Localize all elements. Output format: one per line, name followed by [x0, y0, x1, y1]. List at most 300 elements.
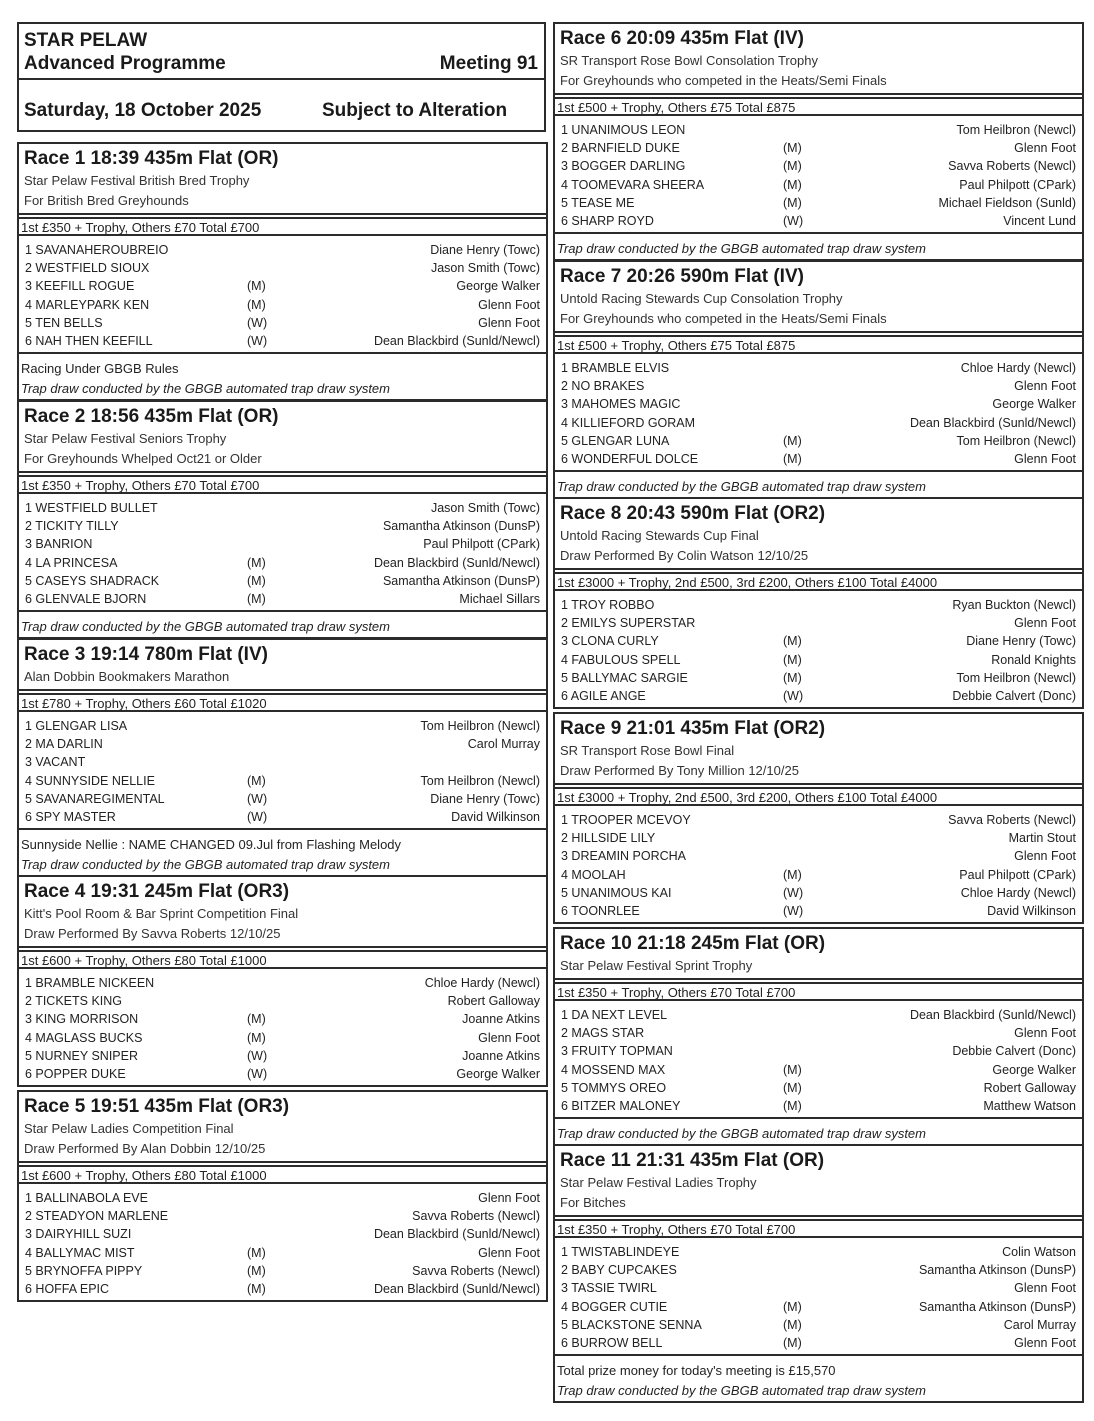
runner-row [561, 1316, 1076, 1334]
trainer-name: Samantha Atkinson (DunsP) [918, 1263, 1076, 1278]
race-subtitle: For British Bred Greyhounds [24, 193, 189, 208]
greyhound-name: 1 TWISTABLINDEYE [561, 1245, 680, 1259]
seeding: (W) [247, 810, 268, 825]
seeding [783, 829, 843, 847]
greyhound-name: 5 BLACKSTONE SENNA [561, 1317, 702, 1332]
trainer-name: Martin Stout [1008, 831, 1076, 846]
greyhound-name: 6 HOFFA EPIC [25, 1282, 110, 1297]
race-subtitle: Star Pelaw Festival British Bred Trophy [24, 173, 250, 188]
seeding [783, 414, 843, 432]
race-card [553, 712, 1084, 924]
prize-money: 1st £350 + Trophy, Others £70 Total £700 [553, 982, 1084, 1001]
trainer-name: Glenn Foot [1014, 452, 1076, 467]
trap-draw-note: Trap draw conducted by the GBGB automated trap draw system [557, 1383, 926, 1399]
greyhound-name: 6 WONDERFUL DOLCE [561, 452, 699, 467]
race-title-block [17, 142, 548, 215]
runner-row [561, 212, 1076, 230]
greyhound-name: 4 MAGLASS BUCKS [25, 1030, 143, 1045]
runner-row [25, 332, 540, 350]
greyhound-name: 1 TROOPER MCEVOY [561, 813, 691, 827]
greyhound-name: 3 FRUITY TOPMAN [561, 1044, 673, 1059]
race-card [553, 927, 1084, 1146]
prize-money: 1st £500 + Trophy, Others £75 Total £875 [553, 97, 1084, 116]
greyhound-name: 1 BRAMBLE ELVIS [561, 361, 670, 375]
trainer-name: Glenn Foot [478, 1191, 540, 1205]
seeding: (M) [783, 433, 802, 448]
race-title: Race 3 19:14 780m Flat (IV) [24, 644, 268, 665]
greyhound-name: 6 POPPER DUKE [25, 1067, 126, 1082]
seeding [247, 753, 307, 771]
seeding: (W) [247, 315, 268, 330]
runner-row [561, 811, 1076, 829]
greyhound-name: 1 UNANIMOUS LEON [561, 123, 686, 137]
trainer-name: Dean Blackbird (Sunld/Newcl) [373, 334, 540, 349]
greyhound-name: 4 LA PRINCESA [25, 555, 118, 570]
seeding: (W) [783, 214, 804, 229]
prize-money: 1st £3000 + Trophy, 2nd £500, 3rd £200, Others £100 Total £4000 [553, 572, 1084, 591]
race-subtitle: Star Pelaw Festival Seniors Trophy [24, 431, 227, 446]
greyhound-name: 3 CLONA CURLY [561, 634, 659, 649]
seeding: (M) [783, 452, 802, 467]
runner-row [561, 884, 1076, 902]
greyhound-name: 1 TROY ROBBO [561, 598, 655, 612]
trainer-name: Paul Philpott (CPark) [959, 177, 1076, 192]
runner-row [25, 1225, 540, 1243]
greyhound-name: 3 KEEFILL ROGUE [25, 279, 135, 294]
runner-row [25, 772, 540, 790]
greyhound-name: 2 NO BRAKES [561, 379, 645, 394]
seeding: (W) [247, 1048, 268, 1063]
trainer-name: Ronald Knights [991, 652, 1076, 667]
runner-row [561, 121, 1076, 139]
greyhound-name: 3 BANRION [25, 537, 93, 552]
greyhound-name: 6 GLENVALE BJORN [25, 592, 147, 607]
seeding: (M) [247, 1012, 266, 1027]
trap-draw-note: Trap draw conducted by the GBGB automated trap draw system [21, 857, 390, 873]
race-card [17, 142, 548, 401]
race-subtitle: Alan Dobbin Bookmakers Marathon [24, 669, 230, 684]
greyhound-name: 4 BOGGER CUTIE [561, 1299, 668, 1314]
greyhound-name: 5 NURNEY SNIPER [25, 1048, 138, 1063]
greyhound-name: 3 MAHOMES MAGIC [561, 397, 681, 412]
greyhound-name: 2 TICKITY TILLY [25, 519, 119, 534]
seeding [783, 1243, 843, 1261]
trainer-name: Glenn Foot [1014, 849, 1076, 864]
trainer-name: Chloe Hardy (Newcl) [960, 361, 1076, 375]
runner-row [561, 651, 1076, 669]
seeding [247, 241, 307, 259]
runner-row [561, 1279, 1076, 1297]
greyhound-name: 5 TEN BELLS [25, 315, 103, 330]
trainer-name: Colin Watson [1002, 1245, 1076, 1259]
trainer-name: George Walker [456, 1067, 540, 1082]
race-subtitle: For Greyhounds Whelped Oct21 or Older [24, 451, 262, 466]
runner-row [561, 194, 1076, 212]
runner-row [561, 669, 1076, 687]
runner-row [25, 753, 540, 771]
trainer-name: David Wilkinson [987, 904, 1076, 919]
runner-row [25, 1280, 540, 1298]
prize-money: 1st £3000 + Trophy, 2nd £500, 3rd £200, Others £100 Total £4000 [553, 787, 1084, 806]
trap-draw-note: Trap draw conducted by the GBGB automated trap draw system [557, 241, 926, 257]
seeding [247, 499, 307, 517]
seeding: (W) [783, 885, 804, 900]
runner-row [25, 717, 540, 735]
seeding [783, 395, 843, 413]
trainer-name: Samantha Atkinson (DunsP) [382, 519, 540, 534]
runner-row [25, 535, 540, 553]
seeding: (M) [247, 592, 266, 607]
race-notes [17, 356, 548, 401]
seeding [783, 1261, 843, 1279]
race-card [17, 638, 548, 877]
greyhound-name: 2 STEADYON MARLENE [25, 1209, 169, 1224]
race-subtitle: Draw Performed By Alan Dobbin 12/10/25 [24, 1141, 266, 1156]
runner-row [25, 590, 540, 608]
runner-row [25, 1029, 540, 1047]
runner-row [561, 1334, 1076, 1352]
runner-row [561, 414, 1076, 432]
race-title-block [17, 875, 548, 948]
race-title: Race 9 21:01 435m Flat (OR2) [560, 718, 826, 739]
greyhound-name: 5 UNANIMOUS KAI [561, 885, 672, 900]
seeding: (M) [783, 1099, 802, 1114]
runner-row [561, 1298, 1076, 1316]
greyhound-name: 4 MOSSEND MAX [561, 1062, 666, 1077]
prize-money: 1st £600 + Trophy, Others £80 Total £1000 [17, 950, 548, 969]
runner-row [25, 1010, 540, 1028]
seeding: (M) [247, 1245, 266, 1260]
runner-row [25, 1262, 540, 1280]
trainer-name: Vincent Lund [1003, 214, 1076, 229]
race-subtitle: For Greyhounds who competed in the Heats/Semi Finals [560, 311, 887, 326]
alteration-notice: Subject to Alteration [322, 100, 508, 121]
trainer-name: Tom Heilbron (Newcl) [956, 433, 1076, 448]
runner-list [553, 1003, 1084, 1119]
trainer-name: Dean Blackbird (Sunld/Newcl) [373, 1227, 540, 1242]
trainer-name: Glenn Foot [1014, 1336, 1076, 1351]
runner-row [561, 847, 1076, 865]
prize-money: 1st £350 + Trophy, Others £70 Total £700 [17, 475, 548, 494]
seeding: (M) [247, 279, 266, 294]
greyhound-name: 5 SAVANAREGIMENTAL [25, 791, 165, 806]
trainer-name: Debbie Calvert (Donc) [952, 1044, 1076, 1059]
race-title: Race 11 21:31 435m Flat (OR) [560, 1150, 825, 1171]
trap-draw-note: Trap draw conducted by the GBGB automated trap draw system [557, 479, 926, 495]
runner-row [25, 1065, 540, 1083]
race-title: Race 6 20:09 435m Flat (IV) [560, 28, 804, 49]
runner-row [561, 139, 1076, 157]
seeding [247, 717, 307, 735]
seeding: (M) [783, 670, 802, 685]
race-title-block [553, 497, 1084, 570]
greyhound-name: 6 SHARP ROYD [561, 214, 654, 229]
trainer-name: Jason Smith (Towc) [430, 261, 540, 276]
greyhound-name: 3 DAIRYHILL SUZI [25, 1227, 132, 1242]
seeding: (M) [783, 867, 802, 882]
race-subtitle: Draw Performed By Colin Watson 12/10/25 [560, 548, 809, 563]
trainer-name: Savva Roberts (Newcl) [948, 159, 1076, 174]
trainer-name: Diane Henry (Towc) [430, 243, 540, 257]
greyhound-name: 4 TOOMEVARA SHEERA [561, 177, 705, 192]
seeding: (M) [247, 1282, 266, 1297]
runner-row [25, 517, 540, 535]
seeding [247, 974, 307, 992]
trainer-name: David Wilkinson [451, 810, 540, 825]
seeding [783, 596, 843, 614]
greyhound-name: 1 GLENGAR LISA [25, 719, 128, 733]
seeding: (M) [783, 141, 802, 156]
trainer-name: Glenn Foot [1014, 616, 1076, 631]
runner-row [561, 1261, 1076, 1279]
trainer-name: Chloe Hardy (Newcl) [424, 976, 540, 990]
trainer-name: Chloe Hardy (Newcl) [960, 885, 1076, 900]
seeding [783, 359, 843, 377]
runner-list [553, 118, 1084, 234]
seeding [783, 1024, 843, 1042]
trainer-name: Paul Philpott (CPark) [423, 537, 540, 552]
runner-row [561, 1097, 1076, 1115]
greyhound-name: 2 MAGS STAR [561, 1026, 645, 1041]
trainer-name: Carol Murray [1003, 1317, 1076, 1332]
seeding: (W) [783, 689, 804, 704]
programme-header [17, 22, 546, 132]
meeting-date: Saturday, 18 October 2025 [24, 100, 262, 121]
runner-row [561, 1079, 1076, 1097]
race-title: Race 5 19:51 435m Flat (OR3) [24, 1096, 290, 1117]
race-notes [553, 474, 1084, 499]
seeding [247, 259, 307, 277]
race-note: Racing Under GBGB Rules [21, 361, 179, 377]
seeding: (M) [783, 159, 802, 174]
runner-row [561, 157, 1076, 175]
runner-row [561, 687, 1076, 705]
seeding [783, 121, 843, 139]
runner-list [17, 238, 548, 354]
greyhound-name: 4 SUNNYSIDE NELLIE [25, 773, 155, 788]
runner-list [553, 808, 1084, 924]
trainer-name: Carol Murray [467, 737, 540, 752]
trainer-name: Jason Smith (Towc) [430, 501, 540, 515]
trainer-name [307, 753, 540, 771]
seeding: (M) [783, 1317, 802, 1332]
race-subtitle: SR Transport Rose Bowl Consolation Trophy [560, 53, 818, 68]
greyhound-name: 4 FABULOUS SPELL [561, 652, 681, 667]
race-notes [553, 1358, 1084, 1403]
greyhound-name: 1 WESTFIELD BULLET [25, 501, 158, 515]
trainer-name: Joanne Atkins [462, 1048, 540, 1063]
race-title-block [17, 400, 548, 473]
seeding: (W) [783, 904, 804, 919]
trainer-name: Robert Galloway [447, 994, 540, 1009]
trainer-name: Samantha Atkinson (DunsP) [382, 573, 540, 588]
race-note: Sunnyside Nellie : NAME CHANGED 09.Jul from Flashing Melody [21, 837, 402, 853]
greyhound-name: 3 TASSIE TWIRL [561, 1281, 657, 1296]
race-card [17, 400, 548, 639]
runner-row [25, 296, 540, 314]
race-card [553, 497, 1084, 709]
race-title-block [17, 1090, 548, 1163]
seeding: (M) [247, 1263, 266, 1278]
race-card [553, 260, 1084, 499]
greyhound-name: 4 KILLIEFORD GORAM [561, 415, 696, 430]
race-title-block [17, 638, 548, 691]
prize-money: 1st £780 + Trophy, Others £60 Total £1020 [17, 693, 548, 712]
race-title: Race 2 18:56 435m Flat (OR) [24, 406, 279, 427]
runner-row [25, 1207, 540, 1225]
runner-row [25, 974, 540, 992]
greyhound-name: 4 MARLEYPARK KEN [25, 297, 150, 312]
runner-row [561, 1042, 1076, 1060]
runner-row [25, 314, 540, 332]
trainer-name: George Walker [992, 397, 1076, 412]
seeding: (M) [783, 634, 802, 649]
seeding [783, 614, 843, 632]
prize-money: 1st £350 + Trophy, Others £70 Total £700 [553, 1219, 1084, 1238]
runner-row [561, 1243, 1076, 1261]
runner-list [553, 593, 1084, 709]
runner-row [25, 241, 540, 259]
greyhound-name: 6 NAH THEN KEEFILL [25, 334, 153, 349]
runner-row [561, 450, 1076, 468]
race-title-block [553, 260, 1084, 333]
race-title-block [553, 927, 1084, 980]
seeding [247, 517, 307, 535]
race-title: Race 7 20:26 590m Flat (IV) [560, 266, 804, 287]
trainer-name: Glenn Foot [1014, 1281, 1076, 1296]
runner-row [25, 1189, 540, 1207]
greyhound-name: 3 BOGGER DARLING [561, 159, 686, 174]
trainer-name: Tom Heilbron (Newcl) [420, 773, 540, 788]
race-title-block [553, 22, 1084, 95]
greyhound-name: 1 SAVANAHEROUBREIO [25, 243, 169, 257]
greyhound-name: 4 BALLYMAC MIST [25, 1245, 135, 1260]
greyhound-name: 2 WESTFIELD SIOUX [25, 261, 150, 276]
trainer-name: Glenn Foot [1014, 379, 1076, 394]
runner-row [561, 1061, 1076, 1079]
greyhound-name: 5 TOMMYS OREO [561, 1080, 667, 1095]
runner-row [25, 808, 540, 826]
race-subtitle: Star Pelaw Ladies Competition Final [24, 1121, 234, 1136]
trainer-name: Michael Sillars [459, 592, 540, 607]
greyhound-name: 2 BARNFIELD DUKE [561, 141, 680, 156]
trainer-name: Glenn Foot [478, 1245, 540, 1260]
race-subtitle: Kitt's Pool Room & Bar Sprint Competition Final [24, 906, 299, 921]
trainer-name: Matthew Watson [983, 1099, 1076, 1114]
trainer-name: Robert Galloway [983, 1080, 1076, 1095]
runner-row [561, 432, 1076, 450]
runner-row [561, 1024, 1076, 1042]
greyhound-name: 2 EMILYS SUPERSTAR [561, 616, 696, 631]
runner-row [561, 866, 1076, 884]
greyhound-name: 6 BITZER MALONEY [561, 1099, 681, 1114]
prize-money: 1st £600 + Trophy, Others £80 Total £1000 [17, 1165, 548, 1184]
greyhound-name: 3 DREAMIN PORCHA [561, 849, 687, 864]
trainer-name: Tom Heilbron (Newcl) [956, 670, 1076, 685]
seeding [247, 535, 307, 553]
race-title: Race 1 18:39 435m Flat (OR) [24, 148, 279, 169]
seeding: (M) [247, 773, 266, 788]
trainer-name: Dean Blackbird (Sunld/Newcl) [909, 415, 1076, 430]
greyhound-name: 1 DA NEXT LEVEL [561, 1008, 668, 1022]
race-subtitle: Star Pelaw Festival Ladies Trophy [560, 1175, 757, 1190]
trap-draw-note: Trap draw conducted by the GBGB automated trap draw system [557, 1126, 926, 1142]
seeding [783, 1279, 843, 1297]
trainer-name: Savva Roberts (Newcl) [948, 813, 1076, 827]
seeding: (M) [783, 177, 802, 192]
greyhound-name: 5 BALLYMAC SARGIE [561, 670, 688, 685]
seeding: (M) [783, 1080, 802, 1095]
trainer-name: Tom Heilbron (Newcl) [420, 719, 540, 733]
seeding [247, 1189, 307, 1207]
greyhound-name: 2 TICKETS KING [25, 994, 123, 1009]
trainer-name: Ryan Buckton (Newcl) [952, 598, 1076, 612]
trainer-name: Savva Roberts (Newcl) [412, 1263, 540, 1278]
seeding [783, 377, 843, 395]
prize-money: 1st £350 + Trophy, Others £70 Total £700 [17, 217, 548, 236]
runner-list [17, 971, 548, 1087]
greyhound-name: 3 KING MORRISON [25, 1012, 139, 1027]
race-title-block [553, 1144, 1084, 1217]
race-card [17, 875, 548, 1087]
runner-row [561, 614, 1076, 632]
greyhound-name: 6 BURROW BELL [561, 1336, 663, 1351]
runner-list [17, 1186, 548, 1302]
trainer-name: Samantha Atkinson (DunsP) [918, 1299, 1076, 1314]
greyhound-name: 2 MA DARLIN [25, 737, 103, 752]
prize-money: 1st £500 + Trophy, Others £75 Total £875 [553, 335, 1084, 354]
programme-title: Advanced Programme [24, 53, 226, 74]
trainer-name: Dean Blackbird (Sunld/Newcl) [373, 555, 540, 570]
trainer-name: George Walker [992, 1062, 1076, 1077]
trainer-name: George Walker [456, 279, 540, 294]
trainer-name: Glenn Foot [1014, 1026, 1076, 1041]
greyhound-name: 5 CASEYS SHADRACK [25, 573, 160, 588]
race-subtitle: Draw Performed By Savva Roberts 12/10/25 [24, 926, 281, 941]
seeding: (M) [247, 555, 266, 570]
runner-row [25, 572, 540, 590]
seeding [247, 992, 307, 1010]
race-subtitle: For Bitches [560, 1195, 626, 1210]
race-notes [17, 832, 548, 877]
seeding: (M) [783, 195, 802, 210]
greyhound-name: 6 SPY MASTER [25, 810, 116, 825]
runner-row [561, 176, 1076, 194]
seeding: (M) [247, 297, 266, 312]
runner-row [561, 596, 1076, 614]
trainer-name: Dean Blackbird (Sunld/Newcl) [373, 1282, 540, 1297]
runner-row [25, 790, 540, 808]
race-title: Race 8 20:43 590m Flat (OR2) [560, 503, 826, 524]
runner-row [25, 259, 540, 277]
runner-row [561, 632, 1076, 650]
race-notes [17, 614, 548, 639]
race-subtitle: Untold Racing Stewards Cup Consolation Trophy [560, 291, 843, 306]
runner-row [561, 359, 1076, 377]
seeding [247, 1207, 307, 1225]
seeding: (M) [247, 573, 266, 588]
seeding: (M) [783, 1062, 802, 1077]
race-subtitle: Draw Performed By Tony Million 12/10/25 [560, 763, 799, 778]
race-card [17, 1090, 548, 1302]
greyhound-name: 4 MOOLAH [561, 867, 626, 882]
race-notes [553, 236, 1084, 261]
seeding: (M) [783, 1299, 802, 1314]
race-subtitle: SR Transport Rose Bowl Final [560, 743, 735, 758]
trainer-name: Glenn Foot [478, 1030, 540, 1045]
race-subtitle: For Greyhounds who competed in the Heats/Semi Finals [560, 73, 887, 88]
seeding: (W) [247, 791, 268, 806]
